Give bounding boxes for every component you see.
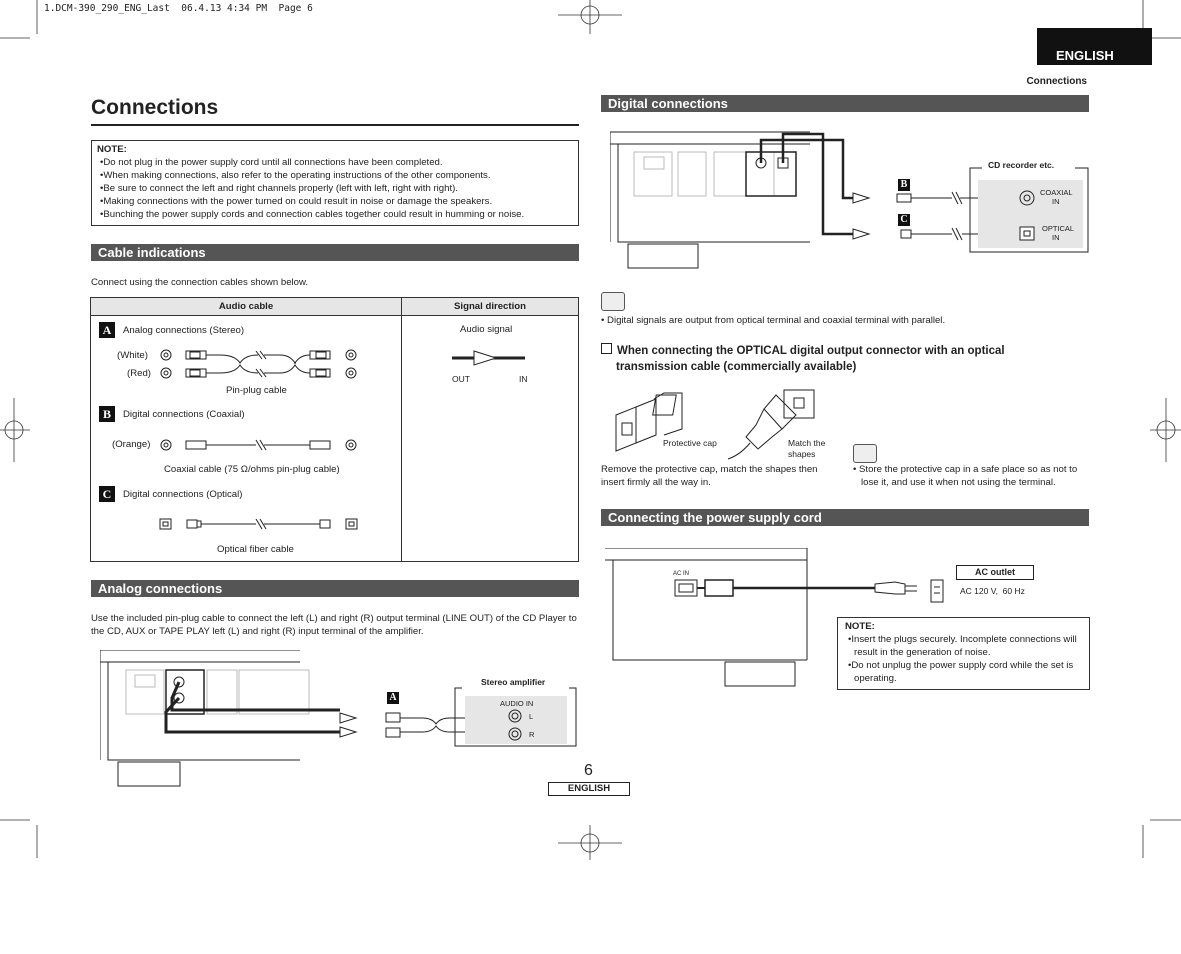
section-heading-power: Connecting the power supply cord — [601, 509, 1089, 526]
optical-heading-line2: transmission cable (commercially available) — [616, 361, 857, 373]
col-header-audio: Audio cable — [218, 301, 274, 312]
protective-cap-label: Protective cap — [663, 438, 717, 448]
checkbox-square-icon — [601, 343, 612, 354]
bullet-icon: • — [853, 464, 860, 475]
red-label: (Red) — [127, 368, 151, 379]
note-item: • Be sure to connect the left and right channels properly (left with left, right with right). — [97, 182, 573, 195]
remove-cap-text: Remove the protective cap, match the shapes then insert firmly all the way in. — [601, 464, 818, 488]
row-a-title: Analog connections (Stereo) — [123, 325, 245, 336]
section-heading-cable-indications: Cable indications — [91, 244, 579, 261]
title-rule — [91, 124, 579, 126]
power-note-item: • Insert the plugs securely. Incomplete connections will result in the generation of noise. — [845, 633, 1082, 659]
optical-in-label-2: IN — [1052, 233, 1060, 242]
analog-body: Use the included pin-plug cable to connect the left (L) and right (R) output terminal (LINE OUT) of the CD Player to the CD, AUX or TAPE PLAY left (L) and right (R) input terminal of the amplifier. — [91, 613, 577, 637]
out-label: OUT — [452, 374, 470, 384]
language-tab-label: ENGLISH — [1056, 48, 1114, 63]
file-info-line: 1.DCM-390_290_ENG_Last 06.4.13 4:34 PM Page 6 — [44, 3, 313, 14]
cable-intro: Connect using the connection cables shown below. — [91, 277, 309, 288]
orange-label: (Orange) — [112, 439, 151, 450]
letter-c-badge: C — [99, 486, 115, 502]
note-box-power — [837, 617, 1090, 690]
audio-signal-label: Audio signal — [460, 324, 513, 335]
in-label: IN — [519, 374, 528, 384]
note-item: • When making connections, also refer to the operating instructions of the other components. — [97, 169, 573, 182]
analog-letter-a: A — [387, 692, 399, 704]
col-header-signal: Signal direction — [454, 301, 526, 312]
optical-cable-label: Optical fiber cable — [217, 544, 294, 555]
cable-illustrations — [90, 297, 579, 562]
amp-l-label: L — [529, 712, 534, 721]
amp-r-label: R — [529, 730, 535, 739]
power-note-list — [845, 633, 1082, 685]
match-shapes-label: Match the — [788, 438, 826, 448]
note-list — [97, 156, 573, 221]
pencil-note-icon — [601, 292, 625, 311]
audio-in-label: AUDIO IN — [500, 699, 534, 708]
store-cap-text — [853, 463, 1089, 489]
digital-note-text: Digital signals are output from optical terminal and coaxial terminal with parallel. — [607, 315, 946, 326]
note-item: • Do not plug in the power supply cord until all connections have been completed. — [97, 156, 573, 169]
digital-note — [601, 314, 945, 327]
note-box-top — [91, 140, 579, 226]
optical-heading-line1: When connecting the OPTICAL digital output connector with an optical — [617, 345, 1005, 357]
match-shapes-label-2: shapes — [788, 449, 816, 459]
store-cap-text-body: Store the protective cap in a safe place so as not to lose it, and use it when not using the terminal. — [859, 464, 1078, 488]
power-note-title: NOTE: — [845, 621, 875, 632]
optical-in-label: OPTICAL — [1042, 224, 1075, 233]
bullet-icon: • — [601, 315, 608, 326]
note-title: NOTE: — [97, 144, 127, 155]
running-head: Connections — [1026, 76, 1087, 87]
cd-recorder-label: CD recorder etc. — [988, 160, 1055, 170]
ac-spec: AC 120 V, 60 Hz — [960, 586, 1025, 596]
footer-lang: ENGLISH — [567, 783, 611, 794]
optical-heading — [601, 343, 1089, 375]
letter-a-badge: A — [99, 322, 115, 338]
note-item: • Making connections with the power turned on could result in noise or damage the speakers. — [97, 195, 573, 208]
row-c-title: Digital connections (Optical) — [123, 489, 243, 500]
pencil-note-icon-2 — [853, 444, 877, 463]
coaxial-in-label: COAXIAL — [1040, 188, 1073, 197]
digital-connection-diagram — [610, 130, 1090, 270]
ac-in-label: AC IN — [673, 571, 690, 577]
white-label: (White) — [117, 350, 148, 361]
letter-b-badge: B — [99, 406, 115, 422]
pin-plug-label: Pin-plug cable — [226, 385, 287, 396]
digital-letter-c: C — [898, 214, 910, 226]
row-b-title: Digital connections (Coaxial) — [123, 409, 245, 420]
page-title: Connections — [91, 96, 219, 119]
page-number: 6 — [584, 762, 593, 779]
ac-outlet-label: AC outlet — [975, 567, 1015, 577]
note-item: • Bunching the power supply cords and connection cables together could result in humming or noise. — [97, 208, 573, 221]
amplifier-label: Stereo amplifier — [481, 677, 546, 687]
section-heading-digital: Digital connections — [601, 95, 1089, 112]
coaxial-in-label-2: IN — [1052, 197, 1060, 206]
section-heading-analog: Analog connections — [91, 580, 579, 597]
power-note-item: • Do not unplug the power supply cord while the set is operating. — [845, 659, 1082, 685]
digital-letter-b: B — [898, 179, 910, 191]
analog-connection-diagram — [100, 650, 580, 790]
coax-cable-label: Coaxial cable (75 Ω/ohms pin-plug cable) — [164, 464, 340, 475]
